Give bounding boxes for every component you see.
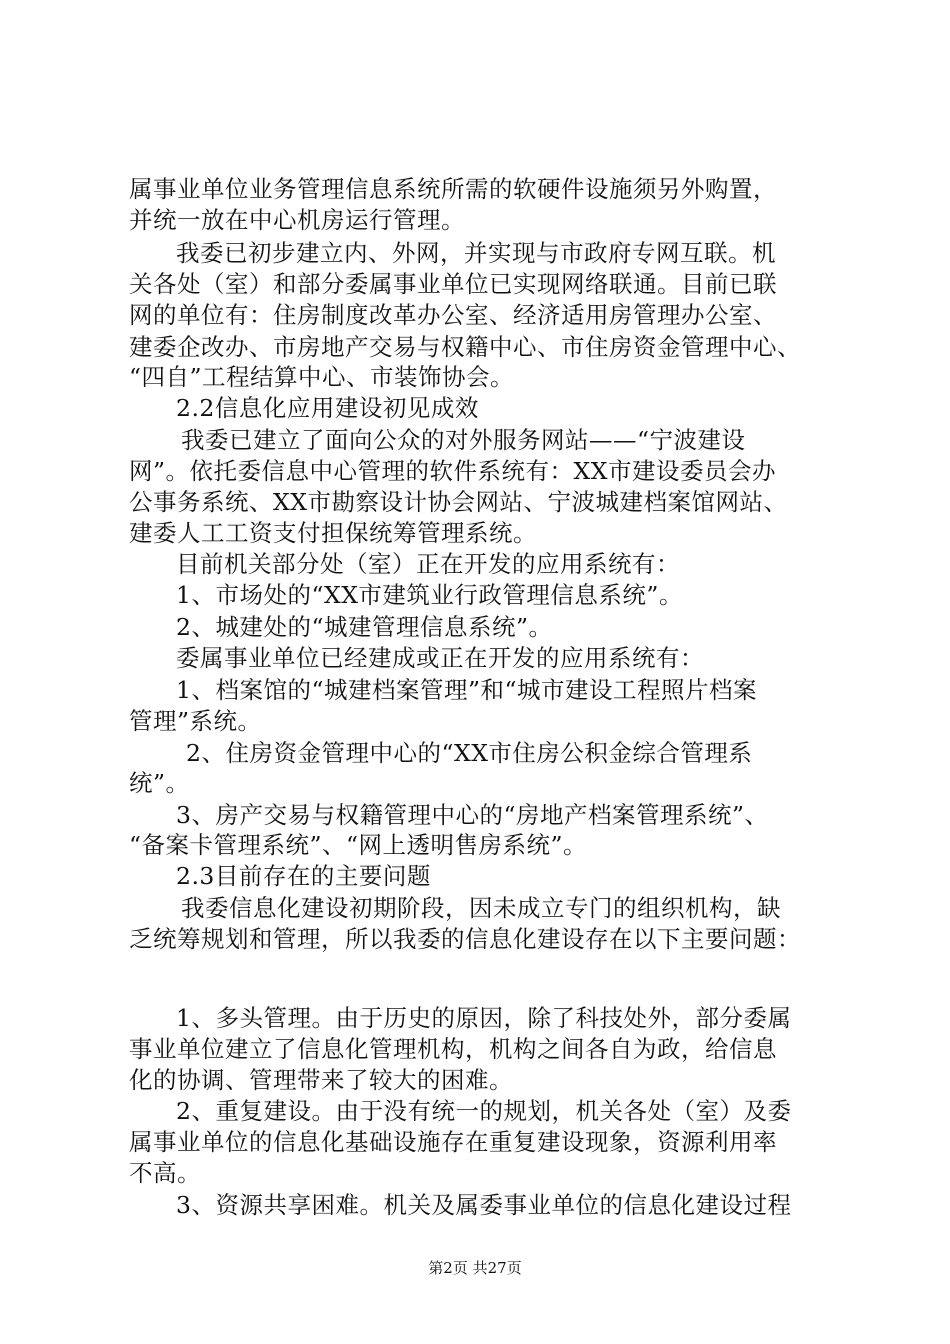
body-line: 网的单位有：住房制度改革办公室、经济适用房管理办公室、 [129,301,777,329]
body-line: “备案卡管理系统”、“网上透明售房系统”。 [129,831,588,859]
list-item: 3、房产交易与权籍管理中心的“房地产档案管理系统”、 [176,801,769,829]
body-line: 统”。 [129,769,190,797]
list-item: 2、城建处的“城建管理信息系统”。 [176,613,553,641]
list-item: 1、市场处的“XX市建筑业行政管理信息系统”。 [176,581,683,609]
section-heading: 2.2信息化应用建设初见成效 [176,394,479,422]
section-heading: 2.3目前存在的主要问题 [176,862,431,890]
page-footer: 第2页 共27页 [428,1259,522,1277]
body-line: 关各处（室）和部分委属事业单位已实现网络联通。目前已联 [129,270,777,298]
body-line: 管理”系统。 [129,707,262,735]
body-line: 建委企改办、市房地产交易与权籍中心、市住房资金管理中心、 [129,333,801,361]
body-line: 我委信息化建设初期阶段，因未成立专门的组织机构，缺 [181,894,781,922]
body-line: 目前机关部分处（室）正在开发的应用系统有： [176,550,680,578]
body-line: 我委已建立了面向公众的对外服务网站——“宁波建设 [181,426,746,454]
body-line: 化的协调、管理带来了较大的困难。 [129,1066,513,1094]
list-item: 1、多头管理。由于历史的原因，除了科技处外，部分委属 [176,1004,792,1032]
body-line: 委属事业单位已经建成或正在开发的应用系统有： [176,644,704,672]
body-line: 不高。 [129,1159,201,1187]
list-item: 2、住房资金管理中心的“XX市住房公积金综合管理系 [186,739,753,767]
body-line: 事业单位建立了信息化管理机构，机构之间各自为政，给信息 [129,1035,777,1063]
body-line: 网”。依托委信息中心管理的软件系统有：XX市建设委员会办 [129,457,776,485]
body-line: 并统一放在中心机房运行管理。 [129,206,465,234]
body-line: 公事务系统、XX市勘察设计协会网站、宁波城建档案馆网站、 [129,488,788,516]
list-item: 2、重复建设。由于没有统一的规划，机关各处（室）及委 [176,1097,792,1125]
body-line: 我委已初步建立内、外网，并实现与市政府专网互联。机 [176,239,776,267]
body-line: 属事业单位的信息化基础设施存在重复建设现象，资源利用率 [129,1128,777,1156]
body-line: 属事业单位业务管理信息系统所需的软硬件设施须另外购置， [129,175,777,203]
body-line: 建委人工工资支付担保统筹管理系统。 [129,519,537,547]
body-line: 乏统筹规划和管理，所以我委的信息化建设存在以下主要问题： [129,925,801,953]
body-line: “四自”工程结算中心、市装饰协会。 [129,363,515,391]
list-item: 3、资源共享困难。机关及属委事业单位的信息化建设过程 [176,1191,792,1219]
list-item: 1、档案馆的“城建档案管理”和“城市建设工程照片档案 [176,676,757,704]
